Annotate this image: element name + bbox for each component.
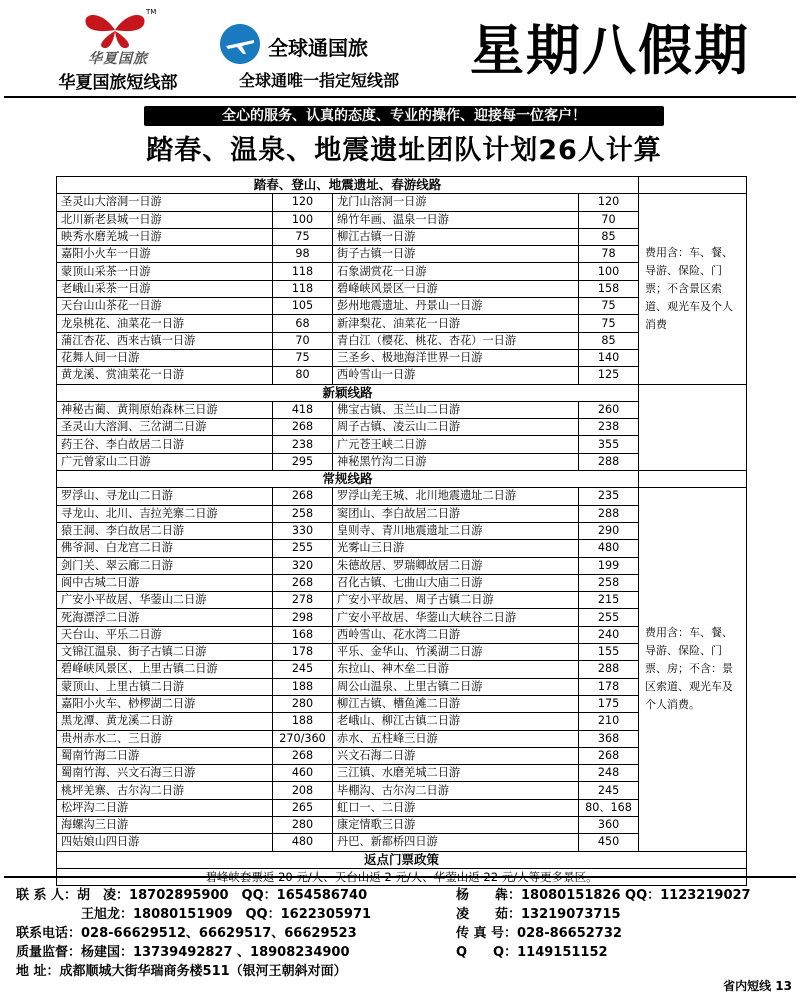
route-price: 120: [273, 194, 333, 211]
route-name: 毕棚沟、古尔沟二日游: [333, 782, 579, 799]
route-price: 85: [579, 332, 639, 349]
route-price: 75: [273, 349, 333, 366]
route-price: 480: [579, 540, 639, 557]
section-title: 踏春、登山、地震遗址、春游线路: [57, 177, 639, 194]
route-name: 碧峰峡风景区一日游: [333, 280, 579, 297]
route-price: 235: [579, 488, 639, 505]
route-name: 海螺沟三日游: [57, 816, 273, 833]
route-price: 278: [273, 592, 333, 609]
route-price: 215: [579, 592, 639, 609]
section-title: 新颖线路: [57, 384, 639, 401]
page: [4, 4, 796, 996]
brand-title: 星期八假期: [470, 18, 750, 82]
route-price: 210: [579, 713, 639, 730]
route-name: 三江镇、水磨羌城二日游: [333, 765, 579, 782]
route-name: 佛爷洞、白龙宫二日游: [57, 540, 273, 557]
address-line: 地 址：成都顺城大街华瑞商务楼511（银河王朝斜对面）: [16, 964, 347, 979]
route-price: 238: [273, 436, 333, 453]
route-name: 天台山、平乐二日游: [57, 626, 273, 643]
slogan-banner: 全心的服务、认真的态度、专业的操作、迎接每一位客户！: [144, 106, 664, 126]
route-price: 460: [273, 765, 333, 782]
route-name: 天台山山茶花一日游: [57, 298, 273, 315]
page-footer: 省内短线 13: [723, 979, 792, 993]
route-name: 老峨山采茶一日游: [57, 280, 273, 297]
quanqiutong-logo: [214, 8, 424, 92]
empty-cell: [639, 471, 747, 488]
route-name: 四姑娘山四日游: [57, 834, 273, 851]
route-price: 248: [579, 765, 639, 782]
route-price: 268: [579, 747, 639, 764]
route-price: 368: [579, 730, 639, 747]
route-name: 蜀南竹海二日游: [57, 747, 273, 764]
route-name: 佛宝古镇、玉兰山二日游: [333, 401, 579, 418]
route-price: 78: [579, 246, 639, 263]
route-name: 虹口一、二日游: [333, 799, 579, 816]
route-price: 175: [579, 695, 639, 712]
route-name: 兴文石海二日游: [333, 747, 579, 764]
route-name: 广元苍王峡二日游: [333, 436, 579, 453]
route-price: 100: [273, 211, 333, 228]
route-price: 238: [579, 419, 639, 436]
route-name: 蒲江杏花、西来古镇一日游: [57, 332, 273, 349]
contact-line-2: 王旭龙：18080151909 QQ：1622305971: [16, 907, 372, 922]
quanqiutong-name: 全球通国旅: [268, 36, 368, 60]
route-name: 神秘古蔺、黄荆原始森林三日游: [57, 401, 273, 418]
route-price: 320: [273, 557, 333, 574]
route-table-body: [57, 177, 747, 886]
route-name: 寻龙山、北川、吉拉羌寨二日游: [57, 505, 273, 522]
phone-line: 联系电话：028-66629512、66629517、66629523: [16, 926, 357, 941]
trademark: TM: [146, 8, 157, 16]
route-name: 黄龙溪、赏油菜花一日游: [57, 367, 273, 384]
page-title: 踏春、温泉、地震遗址团队计划26人计算: [146, 135, 662, 166]
contact-line-1: 联 系 人：胡 凌：18702895900 QQ：1654586740: [16, 888, 368, 903]
route-name: 皇则寺、青川地震遗址二日游: [333, 522, 579, 539]
route-name: 圣灵山大溶洞、三岔湖二日游: [57, 419, 273, 436]
route-price: 288: [579, 505, 639, 522]
route-price: 70: [273, 332, 333, 349]
route-price: 288: [579, 661, 639, 678]
route-price: 265: [273, 799, 333, 816]
route-price: 98: [273, 246, 333, 263]
huaxia-logo: [28, 8, 208, 92]
route-name: 碧峰峡风景区、上里古镇二日游: [57, 661, 273, 678]
policy-title: 返点门票政策: [57, 851, 747, 868]
route-price: 118: [273, 263, 333, 280]
route-name: 康定情歌三日游: [333, 816, 579, 833]
route-price: 85: [579, 228, 639, 245]
route-name: 赤水、五柱峰三日游: [333, 730, 579, 747]
route-name: 老峨山、柳江古镇二日游: [333, 713, 579, 730]
route-price: 255: [273, 540, 333, 557]
route-price: 125: [579, 367, 639, 384]
route-name: 周子古镇、凌云山二日游: [333, 419, 579, 436]
route-name: 北川新老县城一日游: [57, 211, 273, 228]
route-name: 猿王洞、李白故居二日游: [57, 522, 273, 539]
route-name: 蒙顶山、上里古镇二日游: [57, 678, 273, 695]
route-name: 黑龙潭、黄龙溪二日游: [57, 713, 273, 730]
route-price: 80: [273, 367, 333, 384]
route-price: 188: [273, 678, 333, 695]
route-price: 450: [579, 834, 639, 851]
route-name: 剑门关、翠云廊二日游: [57, 557, 273, 574]
route-price: 178: [273, 644, 333, 661]
route-price: 418: [273, 401, 333, 418]
route-price: 480: [273, 834, 333, 851]
route-price: 245: [273, 661, 333, 678]
route-price: 80、168: [579, 799, 639, 816]
fax-line: 传 真 号：028-86652732: [456, 926, 622, 941]
route-name: 绵竹年画、温泉一日游: [333, 211, 579, 228]
huaxia-brand: 华夏国旅: [88, 51, 148, 67]
route-price: 260: [579, 401, 639, 418]
route-name: 周公山温泉、上里古镇二日游: [333, 678, 579, 695]
route-price: 295: [273, 453, 333, 470]
table-row: [57, 194, 747, 211]
route-name: 石象湖赏花一日游: [333, 263, 579, 280]
route-price: 100: [579, 263, 639, 280]
route-name: 神秘黑竹沟二日游: [333, 453, 579, 470]
fee-note: 费用含：车、餐、导游、保险、门票；不含景区索道、观光车及个人消费: [639, 194, 747, 384]
route-price: 75: [579, 298, 639, 315]
route-name: 罗浮山、寻龙山二日游: [57, 488, 273, 505]
route-price: 118: [273, 280, 333, 297]
route-name: 西岭雪山一日游: [333, 367, 579, 384]
route-name: 彭州地震遗址、丹景山一日游: [333, 298, 579, 315]
route-price: 75: [273, 228, 333, 245]
route-name: 药王谷、李白故居二日游: [57, 436, 273, 453]
route-price: 268: [273, 419, 333, 436]
route-price: 240: [579, 626, 639, 643]
contact-line-2-right: 凌 茹：13219073715: [456, 907, 621, 922]
empty-cell: [639, 177, 747, 194]
route-price: 360: [579, 816, 639, 833]
route-name: 嘉阳小火车一日游: [57, 246, 273, 263]
route-name: 嘉阳小火车、桫椤湖二日游: [57, 695, 273, 712]
policy-text: 碧峰峡套票返 20 元/人、天台山返 2 元/人、华蓥山返 22 元/人等更多景区。: [57, 868, 747, 885]
route-price: 120: [579, 194, 639, 211]
route-name: 广安小平故居、华蓥山大峡谷二日游: [333, 609, 579, 626]
route-name: 青白江（樱花、桃花、杏花）一日游: [333, 332, 579, 349]
route-name: 丹巴、新都桥四日游: [333, 834, 579, 851]
route-price: 168: [273, 626, 333, 643]
butterfly-icon: [80, 10, 150, 50]
route-name: 死海漂浮二日游: [57, 609, 273, 626]
route-name: 广安小平故居、华蓥山二日游: [57, 592, 273, 609]
route-name: 阆中古城二日游: [57, 574, 273, 591]
table-row: [57, 488, 747, 505]
route-price: 280: [273, 695, 333, 712]
section-header-row: [57, 177, 747, 194]
route-price: 290: [579, 522, 639, 539]
route-price: 245: [579, 782, 639, 799]
route-price: 268: [273, 488, 333, 505]
route-price: 270/360: [273, 730, 333, 747]
route-name: 松坪沟二日游: [57, 799, 273, 816]
route-price: 68: [273, 315, 333, 332]
route-name: 窦团山、李白故居二日游: [333, 505, 579, 522]
route-name: 龙门山溶洞一日游: [333, 194, 579, 211]
route-name: 柳江古镇、槽鱼滩二日游: [333, 695, 579, 712]
route-price: 258: [273, 505, 333, 522]
route-name: 映秀水磨羌城一日游: [57, 228, 273, 245]
route-name: 三圣乡、极地海洋世界一日游: [333, 349, 579, 366]
empty-cell: [639, 384, 747, 470]
route-price: 268: [273, 574, 333, 591]
quanqiutong-subtitle: 全球通唯一指定短线部: [238, 71, 399, 90]
globe-plane-icon: [220, 24, 260, 64]
supervision-line: 质量监督：杨建国：13739492827 、18908234900: [16, 945, 350, 960]
route-name: 蒙顶山采茶一日游: [57, 263, 273, 280]
route-price: 208: [273, 782, 333, 799]
route-price: 258: [579, 574, 639, 591]
header: [4, 4, 796, 98]
route-price: 105: [273, 298, 333, 315]
route-price: 199: [579, 557, 639, 574]
route-price: 330: [273, 522, 333, 539]
route-name: 召化古镇、七曲山大庙二日游: [333, 574, 579, 591]
section-title: 常规线路: [57, 471, 639, 488]
route-name: 朱德故居、罗瑞卿故居二日游: [333, 557, 579, 574]
route-price: 158: [579, 280, 639, 297]
route-name: 光雾山三日游: [333, 540, 579, 557]
route-name: 新津梨花、油菜花一日游: [333, 315, 579, 332]
route-name: 广安小平故居、周子古镇二日游: [333, 592, 579, 609]
route-price: 178: [579, 678, 639, 695]
route-price: 280: [273, 816, 333, 833]
route-name: 贵州赤水二、三日游: [57, 730, 273, 747]
route-name: 文锦江温泉、街子古镇二日游: [57, 644, 273, 661]
route-name: 平乐、金华山、竹溪湖二日游: [333, 644, 579, 661]
route-name: 柳江古镇一日游: [333, 228, 579, 245]
route-name: 桃坪羌寨、古尔沟二日游: [57, 782, 273, 799]
route-name: 花舞人间一日游: [57, 349, 273, 366]
route-price: 255: [579, 609, 639, 626]
route-price: 355: [579, 436, 639, 453]
route-price: 268: [273, 747, 333, 764]
route-price: 298: [273, 609, 333, 626]
route-price: 70: [579, 211, 639, 228]
route-name: 西岭雪山、花水湾二日游: [333, 626, 579, 643]
contact-info: [4, 876, 796, 978]
route-price: 188: [273, 713, 333, 730]
route-name: 街子古镇一日游: [333, 246, 579, 263]
route-name: 蜀南竹海、兴文石海三日游: [57, 765, 273, 782]
route-price: 288: [579, 453, 639, 470]
route-price: 140: [579, 349, 639, 366]
route-name: 东拉山、神木垒二日游: [333, 661, 579, 678]
qq-line: Q Q：1149151152: [456, 945, 608, 960]
huaxia-dept-name: 华夏国旅短线部: [58, 73, 178, 93]
route-name: 龙泉桃花、油菜花一日游: [57, 315, 273, 332]
route-name: 罗浮山羌王城、北川地震遗址二日游: [333, 488, 579, 505]
section-header-row: [57, 384, 747, 401]
route-name: 圣灵山大溶洞一日游: [57, 194, 273, 211]
section-header-row: [57, 471, 747, 488]
route-price: 75: [579, 315, 639, 332]
policy-title-row: [57, 851, 747, 868]
route-table: [56, 176, 747, 886]
route-price: 155: [579, 644, 639, 661]
contact-line-1-right: 杨 犇：18080151826 QQ：1123219027: [456, 888, 751, 903]
fee-note: 费用含：车、餐、导游、保险、门票、房；不含：景区索道、观光车及个人消费。: [639, 488, 747, 851]
route-name: 广元曾家山二日游: [57, 453, 273, 470]
